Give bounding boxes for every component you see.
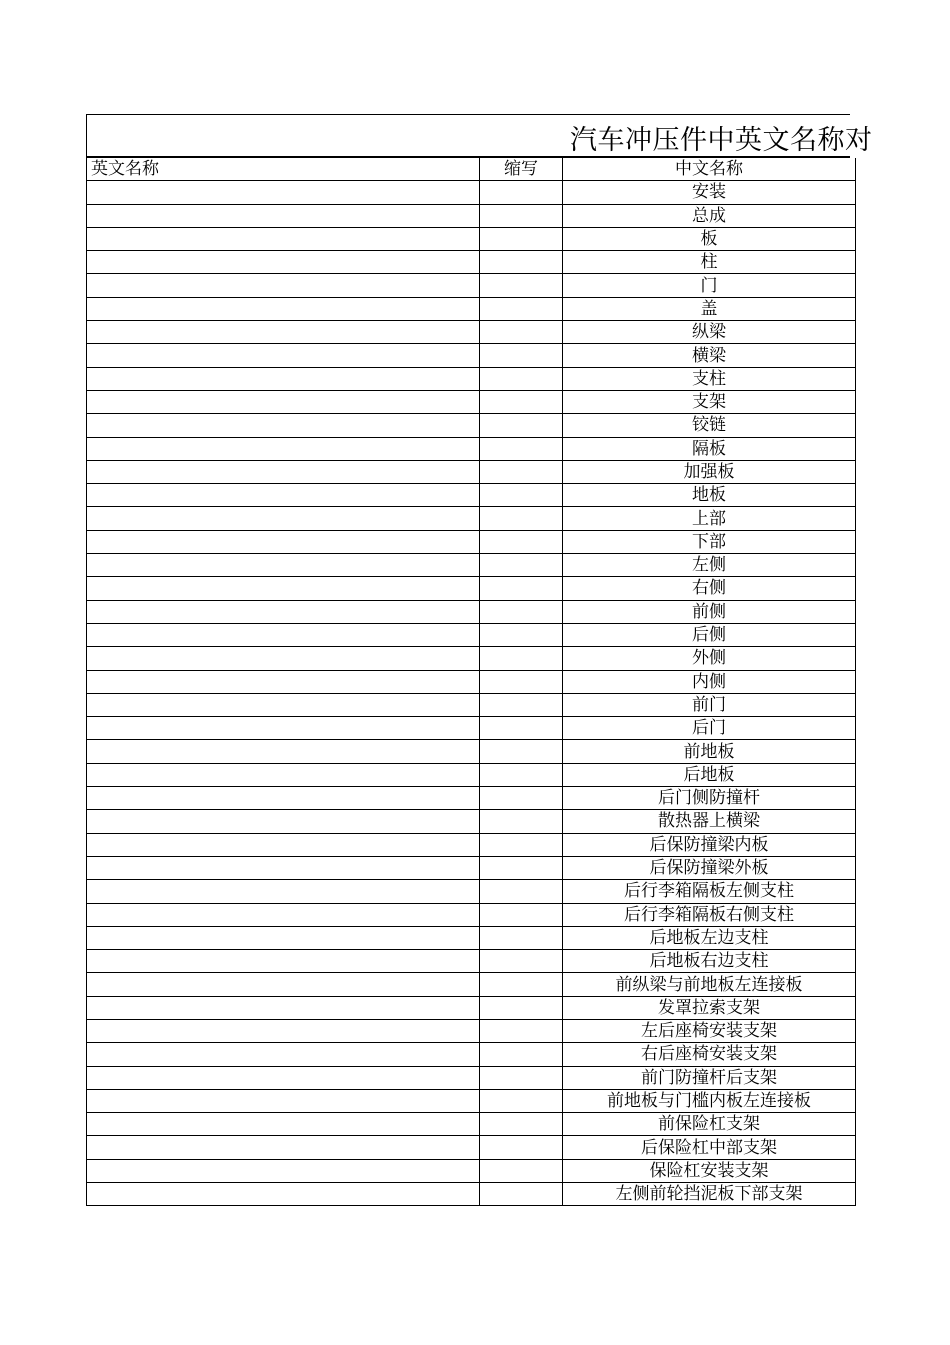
- chinese-cell[interactable]: 内侧: [563, 670, 856, 693]
- table-row: [87, 251, 856, 274]
- abbr-cell[interactable]: [480, 297, 563, 320]
- english-cell[interactable]: [87, 996, 480, 1019]
- chinese-cell[interactable]: 总成: [563, 204, 856, 227]
- chinese-cell[interactable]: 发罩拉索支架: [563, 996, 856, 1019]
- table-row: [87, 1019, 856, 1042]
- chinese-cell[interactable]: 门: [563, 274, 856, 297]
- chinese-cell[interactable]: 后地板: [563, 763, 856, 786]
- chinese-cell[interactable]: 后门侧防撞杆: [563, 787, 856, 810]
- header-english[interactable]: 英文名称: [87, 158, 480, 181]
- english-cell[interactable]: [87, 321, 480, 344]
- table-row: [87, 484, 856, 507]
- chinese-cell[interactable]: 后行李箱隔板左侧支柱: [563, 880, 856, 903]
- table-row: [87, 507, 856, 530]
- table-body: [87, 181, 856, 1206]
- chinese-cell[interactable]: 加强板: [563, 460, 856, 483]
- terms-table: [86, 158, 856, 1206]
- chinese-cell[interactable]: 后地板左边支柱: [563, 926, 856, 949]
- english-cell[interactable]: [87, 204, 480, 227]
- table-row: [87, 460, 856, 483]
- abbr-cell[interactable]: [480, 204, 563, 227]
- abbr-cell[interactable]: [480, 833, 563, 856]
- english-cell[interactable]: [87, 763, 480, 786]
- chinese-cell[interactable]: 后行李箱隔板右侧支柱: [563, 903, 856, 926]
- table-row: [87, 390, 856, 413]
- chinese-cell[interactable]: 纵梁: [563, 321, 856, 344]
- abbr-cell[interactable]: [480, 367, 563, 390]
- english-cell[interactable]: [87, 484, 480, 507]
- chinese-cell[interactable]: 右侧: [563, 577, 856, 600]
- abbr-cell[interactable]: [480, 880, 563, 903]
- spreadsheet: [86, 114, 873, 1206]
- english-cell[interactable]: [87, 693, 480, 716]
- abbr-cell[interactable]: [480, 390, 563, 413]
- abbr-cell[interactable]: [480, 810, 563, 833]
- abbr-cell[interactable]: [480, 577, 563, 600]
- chinese-cell[interactable]: 后保防撞梁外板: [563, 856, 856, 879]
- chinese-cell[interactable]: 后门: [563, 717, 856, 740]
- chinese-cell[interactable]: 盖: [563, 297, 856, 320]
- abbr-cell[interactable]: [480, 763, 563, 786]
- abbr-cell[interactable]: [480, 1159, 563, 1182]
- table-row: [87, 1066, 856, 1089]
- table-row: [87, 950, 856, 973]
- table-row: [87, 530, 856, 553]
- table-row: [87, 623, 856, 646]
- abbr-cell[interactable]: [480, 251, 563, 274]
- english-cell[interactable]: [87, 530, 480, 553]
- english-cell[interactable]: [87, 227, 480, 250]
- table-row: [87, 670, 856, 693]
- abbr-cell[interactable]: [480, 903, 563, 926]
- abbr-cell[interactable]: [480, 1136, 563, 1159]
- table-row: [87, 787, 856, 810]
- abbr-cell[interactable]: [480, 530, 563, 553]
- table-row: [87, 367, 856, 390]
- english-cell[interactable]: [87, 717, 480, 740]
- abbr-cell[interactable]: [480, 787, 563, 810]
- abbr-cell[interactable]: [480, 670, 563, 693]
- abbr-cell[interactable]: [480, 227, 563, 250]
- chinese-cell[interactable]: 后侧: [563, 623, 856, 646]
- table-row: [87, 717, 856, 740]
- table-row: [87, 1159, 856, 1182]
- english-cell[interactable]: [87, 554, 480, 577]
- abbr-cell[interactable]: [480, 623, 563, 646]
- chinese-cell[interactable]: 支架: [563, 390, 856, 413]
- abbr-cell[interactable]: [480, 740, 563, 763]
- english-cell[interactable]: [87, 1183, 480, 1206]
- english-cell[interactable]: [87, 623, 480, 646]
- table-row: [87, 693, 856, 716]
- chinese-cell[interactable]: 前侧: [563, 600, 856, 623]
- abbr-cell[interactable]: [480, 1183, 563, 1206]
- english-cell[interactable]: [87, 414, 480, 437]
- english-cell[interactable]: [87, 810, 480, 833]
- abbr-cell[interactable]: [480, 950, 563, 973]
- english-cell[interactable]: [87, 437, 480, 460]
- english-cell[interactable]: [87, 1136, 480, 1159]
- abbr-cell[interactable]: [480, 973, 563, 996]
- english-cell[interactable]: [87, 1066, 480, 1089]
- table-row: [87, 1043, 856, 1066]
- english-cell[interactable]: [87, 274, 480, 297]
- table-row: [87, 600, 856, 623]
- sheet-title: 汽车冲压件中英文名称对: [570, 125, 873, 156]
- table-row: [87, 856, 856, 879]
- abbr-cell[interactable]: [480, 1113, 563, 1136]
- english-cell[interactable]: [87, 926, 480, 949]
- chinese-cell[interactable]: 柱: [563, 251, 856, 274]
- chinese-cell[interactable]: 铰链: [563, 414, 856, 437]
- abbr-cell[interactable]: [480, 926, 563, 949]
- table-row: [87, 1183, 856, 1206]
- chinese-cell[interactable]: 前保险杠支架: [563, 1113, 856, 1136]
- english-cell[interactable]: [87, 833, 480, 856]
- chinese-cell[interactable]: 横梁: [563, 344, 856, 367]
- table-row: [87, 297, 856, 320]
- english-cell[interactable]: [87, 1043, 480, 1066]
- table-row: [87, 274, 856, 297]
- abbr-cell[interactable]: [480, 717, 563, 740]
- chinese-cell[interactable]: 上部: [563, 507, 856, 530]
- table-row: [87, 1113, 856, 1136]
- table-row: [87, 996, 856, 1019]
- table-row: [87, 926, 856, 949]
- table-row: [87, 833, 856, 856]
- table-row: [87, 903, 856, 926]
- abbr-cell[interactable]: [480, 693, 563, 716]
- chinese-cell[interactable]: 地板: [563, 484, 856, 507]
- table-row: [87, 227, 856, 250]
- abbr-cell[interactable]: [480, 344, 563, 367]
- chinese-cell[interactable]: 散热器上横梁: [563, 810, 856, 833]
- table-row: [87, 414, 856, 437]
- abbr-cell[interactable]: [480, 1066, 563, 1089]
- abbr-cell[interactable]: [480, 554, 563, 577]
- header-chinese[interactable]: 中文名称: [563, 158, 856, 181]
- table-row: [87, 344, 856, 367]
- table-row: [87, 577, 856, 600]
- table-row: [87, 1089, 856, 1112]
- chinese-cell[interactable]: 左后座椅安装支架: [563, 1019, 856, 1042]
- chinese-cell[interactable]: 后保险杠中部支架: [563, 1136, 856, 1159]
- chinese-cell[interactable]: 前纵梁与前地板左连接板: [563, 973, 856, 996]
- abbr-cell[interactable]: [480, 414, 563, 437]
- english-cell[interactable]: [87, 507, 480, 530]
- english-cell[interactable]: [87, 880, 480, 903]
- english-cell[interactable]: [87, 903, 480, 926]
- chinese-cell[interactable]: 左侧前轮挡泥板下部支架: [563, 1183, 856, 1206]
- table-row: [87, 880, 856, 903]
- english-cell[interactable]: [87, 344, 480, 367]
- chinese-cell[interactable]: 后保防撞梁内板: [563, 833, 856, 856]
- chinese-cell[interactable]: 左侧: [563, 554, 856, 577]
- table-row: [87, 181, 856, 204]
- abbr-cell[interactable]: [480, 600, 563, 623]
- chinese-cell[interactable]: 下部: [563, 530, 856, 553]
- abbr-cell[interactable]: [480, 181, 563, 204]
- english-cell[interactable]: [87, 1089, 480, 1112]
- english-cell[interactable]: [87, 600, 480, 623]
- table-row: [87, 740, 856, 763]
- abbr-cell[interactable]: [480, 321, 563, 344]
- english-cell[interactable]: [87, 1019, 480, 1042]
- abbr-cell[interactable]: [480, 274, 563, 297]
- abbr-cell[interactable]: [480, 460, 563, 483]
- header-abbr[interactable]: 缩写: [480, 158, 563, 181]
- table-row: [87, 973, 856, 996]
- english-cell[interactable]: [87, 856, 480, 879]
- english-cell[interactable]: [87, 973, 480, 996]
- abbr-cell[interactable]: [480, 1019, 563, 1042]
- chinese-cell[interactable]: 支柱: [563, 367, 856, 390]
- abbr-cell[interactable]: [480, 484, 563, 507]
- english-cell[interactable]: [87, 950, 480, 973]
- english-cell[interactable]: [87, 181, 480, 204]
- chinese-cell[interactable]: 前门: [563, 693, 856, 716]
- abbr-cell[interactable]: [480, 647, 563, 670]
- abbr-cell[interactable]: [480, 1089, 563, 1112]
- abbr-cell[interactable]: [480, 856, 563, 879]
- abbr-cell[interactable]: [480, 996, 563, 1019]
- table-row: [87, 554, 856, 577]
- abbr-cell[interactable]: [480, 437, 563, 460]
- table-row: [87, 204, 856, 227]
- table-row: [87, 810, 856, 833]
- english-cell[interactable]: [87, 1159, 480, 1182]
- english-cell[interactable]: [87, 251, 480, 274]
- english-cell[interactable]: [87, 460, 480, 483]
- english-cell[interactable]: [87, 297, 480, 320]
- header-row: [87, 158, 856, 181]
- abbr-cell[interactable]: [480, 1043, 563, 1066]
- table-row: [87, 437, 856, 460]
- chinese-cell[interactable]: 隔板: [563, 437, 856, 460]
- english-cell[interactable]: [87, 390, 480, 413]
- chinese-cell[interactable]: 前地板: [563, 740, 856, 763]
- english-cell[interactable]: [87, 367, 480, 390]
- chinese-cell[interactable]: 外侧: [563, 647, 856, 670]
- table-row: [87, 647, 856, 670]
- english-cell[interactable]: [87, 577, 480, 600]
- title-row: [86, 114, 873, 158]
- english-cell[interactable]: [87, 787, 480, 810]
- english-cell[interactable]: [87, 647, 480, 670]
- chinese-cell[interactable]: 板: [563, 227, 856, 250]
- chinese-cell[interactable]: 保险杠安装支架: [563, 1159, 856, 1182]
- english-cell[interactable]: [87, 1113, 480, 1136]
- abbr-cell[interactable]: [480, 507, 563, 530]
- chinese-cell[interactable]: 后地板右边支柱: [563, 950, 856, 973]
- chinese-cell[interactable]: 安装: [563, 181, 856, 204]
- chinese-cell[interactable]: 右后座椅安装支架: [563, 1043, 856, 1066]
- table-row: [87, 321, 856, 344]
- chinese-cell[interactable]: 前地板与门槛内板左连接板: [563, 1089, 856, 1112]
- english-cell[interactable]: [87, 670, 480, 693]
- table-row: [87, 1136, 856, 1159]
- table-row: [87, 763, 856, 786]
- chinese-cell[interactable]: 前门防撞杆后支架: [563, 1066, 856, 1089]
- english-cell[interactable]: [87, 740, 480, 763]
